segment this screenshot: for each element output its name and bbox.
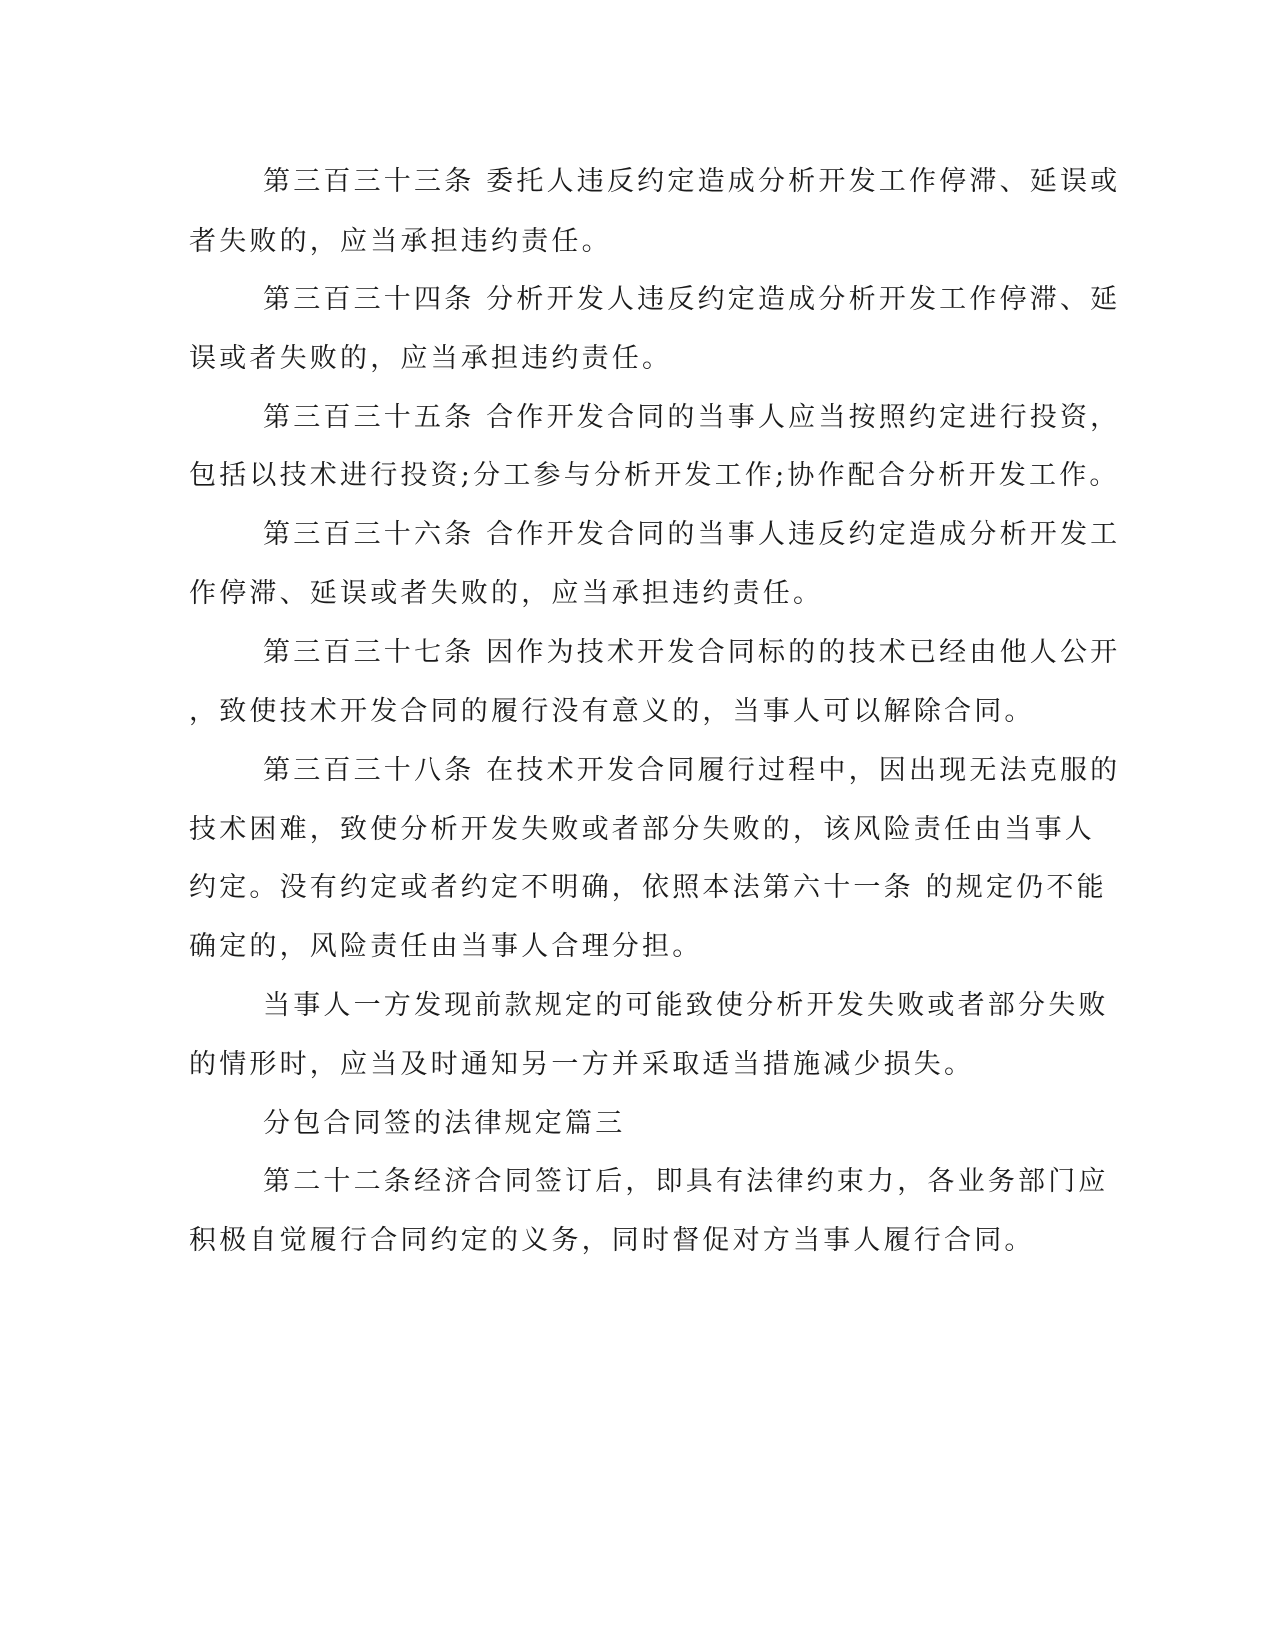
paragraph-336-line-1: 第三百三十六条 合作开发合同的当事人违反约定造成分析开发工 — [263, 519, 1121, 550]
paragraph-338-line-2: 技术困难，致使分析开发失败或者部分失败的，该风险责任由当事人 — [189, 814, 1095, 845]
paragraph-notice-line-2: 的情形时，应当及时通知另一方并采取适当措施减少损失。 — [189, 1049, 975, 1080]
paragraph-335-line-2: 包括以技术进行投资;分工参与分析开发工作;协作配合分析开发工作。 — [189, 460, 1120, 491]
paragraph-337-line-2: ，致使技术开发合同的履行没有意义的，当事人可以解除合同。 — [189, 696, 1035, 727]
paragraph-334-line-2: 误或者失败的，应当承担违约责任。 — [189, 343, 673, 374]
paragraph-22-line-2: 积极自觉履行合同约定的义务，同时督促对方当事人履行合同。 — [189, 1225, 1035, 1256]
paragraph-333-line-2: 者失败的，应当承担违约责任。 — [189, 226, 612, 257]
paragraph-334-line-1: 第三百三十四条 分析开发人违反约定造成分析开发工作停滞、延 — [263, 284, 1121, 315]
paragraph-338-line-3: 约定。没有约定或者约定不明确，依照本法第六十一条 的规定仍不能 — [189, 872, 1107, 903]
paragraph-335-line-1: 第三百三十五条 合作开发合同的当事人应当按照约定进行投资， — [263, 402, 1121, 433]
paragraph-338-line-1: 第三百三十八条 在技术开发合同履行过程中，因出现无法克服的 — [263, 755, 1121, 786]
paragraph-notice-line-1: 当事人一方发现前款规定的可能致使分析开发失败或者部分失败 — [263, 990, 1109, 1021]
paragraph-22-line-1: 第二十二条经济合同签订后，即具有法律约束力，各业务部门应 — [263, 1166, 1109, 1197]
paragraph-333-line-1: 第三百三十三条 委托人违反约定造成分析开发工作停滞、延误或 — [263, 166, 1121, 197]
section-heading: 分包合同签的法律规定篇三 — [263, 1108, 626, 1139]
paragraph-337-line-1: 第三百三十七条 因作为技术开发合同标的的技术已经由他人公开 — [263, 637, 1121, 668]
paragraph-336-line-2: 作停滞、延误或者失败的，应当承担违约责任。 — [189, 578, 824, 609]
paragraph-338-line-4: 确定的，风险责任由当事人合理分担。 — [189, 931, 703, 962]
